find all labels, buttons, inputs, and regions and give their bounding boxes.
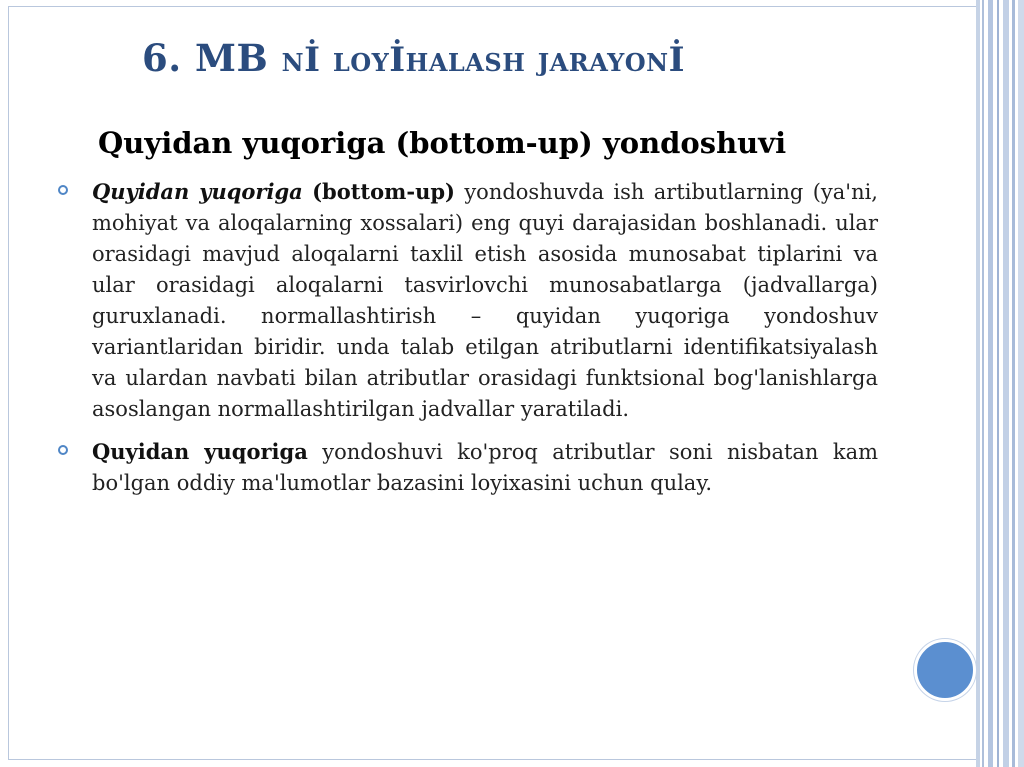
bullet-lead-bold: Quyidan yuqoriga bbox=[92, 439, 308, 464]
stripe bbox=[1018, 0, 1024, 767]
decorative-stripes bbox=[976, 0, 1024, 767]
corner-circle-decoration bbox=[914, 639, 976, 701]
bullet-text: yondoshuvda ish artibutlarning (ya'ni, mohiyat va aloqalarning xossalari) eng quyi darajasidan boshlanadi. ular orasidagi mavjud aloqalarni taxlil etish asosida munosabat tiplarini va ular orasidagi aloqalarni tasvirlovchi munosabatlarga (jadvallarga) guruxlanadi. normallashtirish – quyidan yuqoriga yondoshuv variantlaridan biridir. unda talab etilgan atributlarni identifikatsiyalash va ulardan navbati bilan atributlar orasidagi funktsional bog'lanishlarga asoslangan normallashtirilgan jadvallar yaratiladi. bbox=[92, 180, 878, 421]
subtitle-rest: yondoshuvi bbox=[602, 126, 787, 160]
bullet-list bbox=[92, 176, 878, 510]
bullet-lead-bold: (bottom-up) bbox=[312, 179, 455, 204]
stripe bbox=[1003, 0, 1009, 767]
stripe bbox=[988, 0, 993, 767]
slide-title bbox=[142, 36, 685, 80]
stripe bbox=[997, 0, 999, 767]
bullet-item bbox=[92, 176, 878, 425]
subtitle-bold: Quyidan yuqoriga (bottom-up) bbox=[98, 126, 593, 160]
bullet-item bbox=[92, 436, 878, 499]
bullet-circle-icon bbox=[58, 185, 68, 195]
title-caps: nİ loyİhalash jarayonİ bbox=[281, 40, 686, 80]
bullet-circle-icon bbox=[58, 445, 68, 455]
bullet-text: yondoshuvi ko'proq atributlar soni nisbatan kam bo'lgan oddiy ma'lumotlar bazasini loyixasini uchun qulay. bbox=[92, 440, 878, 495]
stripe bbox=[1012, 0, 1015, 767]
title-prefix: 6. MB bbox=[142, 36, 269, 80]
stripe bbox=[982, 0, 984, 767]
bullet-lead-italic: Quyidan yuqoriga bbox=[92, 179, 303, 204]
slide-subtitle bbox=[98, 126, 786, 160]
stripe bbox=[976, 0, 980, 767]
